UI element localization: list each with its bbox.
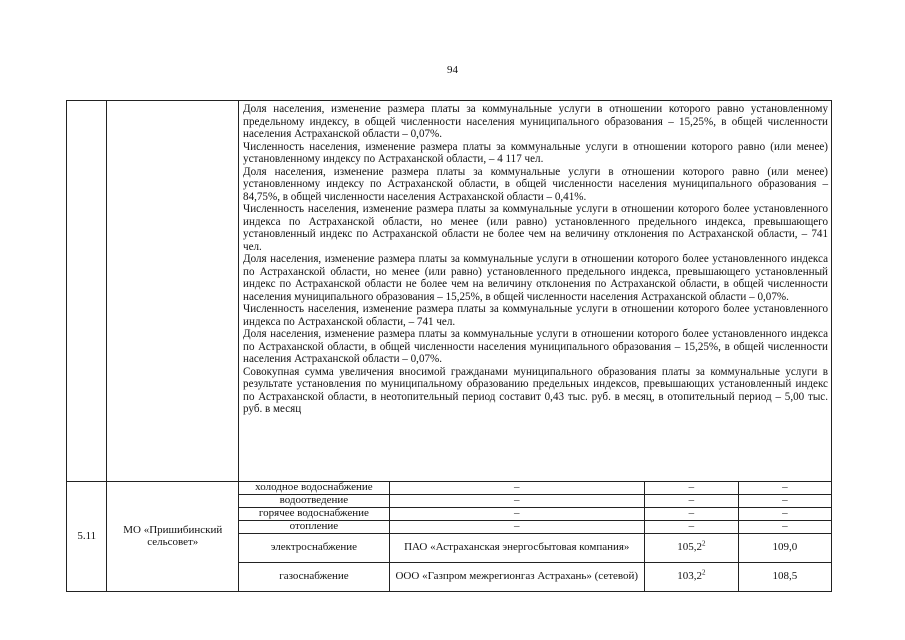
limit-value: – — [738, 495, 831, 508]
narrative-paragraph: Доля населения, изменение размера платы за коммунальные услуги в отношении которого более установленного индекса по Астраханской области, но менее (или равно) установленного предельного индекса, превышающего установленный индекс по Астраханской области не более чем на величину отклонения по Астраханской области, в общей численности населения муниципального образования – 15,25%, в общей численности населения Астраханской области – 0,07%. — [243, 253, 828, 303]
index-value — [644, 495, 738, 508]
narrative-paragraph: Доля населения, изменение размера платы за коммунальные услуги в отношении которого более установленного индекса по Астраханской области, в общей численности населения муниципального образования – 15,25%, в общей численности населения Астраханской области – 0,07%. — [243, 328, 828, 365]
index-footnote: 2 — [701, 568, 706, 577]
limit-value: 108,5 — [738, 563, 831, 592]
municipality-name: МО «Пришибинский сельсовет» — [107, 482, 239, 592]
page-number: 94 — [447, 64, 458, 76]
provider-name: – — [389, 521, 644, 534]
tariff-table — [66, 100, 832, 592]
narrative-paragraph: Доля населения, изменение размера платы за коммунальные услуги в отношении которого равно установленному предельному индексу, в общей численности населения муниципального образования – 15,25%, в общей численности населения Астраханской области – 0,07%. — [243, 103, 828, 140]
provider-name: ПАО «Астраханская энергосбытовая компания» — [389, 534, 644, 563]
index-value — [644, 563, 738, 592]
index-value — [644, 508, 738, 521]
narrative-paragraph: Численность населения, изменение размера платы за коммунальные услуги в отношении которого более установленного индекса по Астраханской области, – 741 чел. — [243, 303, 828, 328]
narrative-paragraph: Численность населения, изменение размера платы за коммунальные услуги в отношении которого равно (или менее) установленному индексу по Астраханской области, – 4 117 чел. — [243, 140, 828, 165]
narrative-row — [67, 101, 832, 482]
narrative-text — [243, 103, 828, 416]
index-base: 103,2 — [677, 570, 702, 583]
narrative-paragraph: Доля населения, изменение размера платы за коммунальные услуги в отношении которого равно (или менее) установленному индексу по Астраханской области, в общей численности населения муниципального образования – 84,75%, в общей численности населения Астраханской области – 0,41%. — [243, 165, 828, 203]
section-number: 5.11 — [67, 482, 107, 592]
limit-value: – — [738, 508, 831, 521]
empty-number-cell — [67, 101, 107, 482]
narrative-cell — [239, 101, 832, 482]
limit-value: – — [738, 521, 831, 534]
service-name: газоснабжение — [239, 563, 390, 592]
provider-name: – — [389, 482, 644, 495]
limit-value: 109,0 — [738, 534, 831, 563]
index-base: – — [688, 494, 695, 507]
service-name: водоотведение — [239, 495, 390, 508]
limit-value: – — [738, 482, 831, 495]
table-row — [67, 482, 832, 495]
index-footnote: 2 — [701, 539, 706, 548]
narrative-paragraph: Совокупная сумма увеличения вносимой гражданами муниципального образования платы за коммунальные услуги в результате установления по муниципальному образованию предельных индексов, превышающих установленный индекс по Астраханской области, в неотопительный период составит 0,43 тыс. руб. в месяц, в отопительный период – 5,00 тыс. руб. в месяц — [243, 365, 828, 415]
index-base: – — [688, 520, 695, 533]
index-base: – — [688, 481, 695, 494]
provider-name: – — [389, 508, 644, 521]
index-value — [644, 482, 738, 495]
index-value — [644, 534, 738, 563]
index-base: 105,2 — [677, 541, 702, 554]
index-value — [644, 521, 738, 534]
service-name: холодное водоснабжение — [239, 482, 390, 495]
provider-name: – — [389, 495, 644, 508]
provider-name: ООО «Газпром межрегионгаз Астрахань» (сетевой) — [389, 563, 644, 592]
index-base: – — [688, 507, 695, 520]
empty-municipality-cell — [107, 101, 239, 482]
service-name: горячее водоснабжение — [239, 508, 390, 521]
service-name: отопление — [239, 521, 390, 534]
service-name: электроснабжение — [239, 534, 390, 563]
narrative-paragraph: Численность населения, изменение размера платы за коммунальные услуги в отношении которого более установленного индекса по Астраханской области, но менее (или равно) установленного предельного индекса, превышающего установленный индекс по Астраханской области не более чем на величину отклонения по Астраханской области, – 741 чел. — [243, 203, 828, 253]
